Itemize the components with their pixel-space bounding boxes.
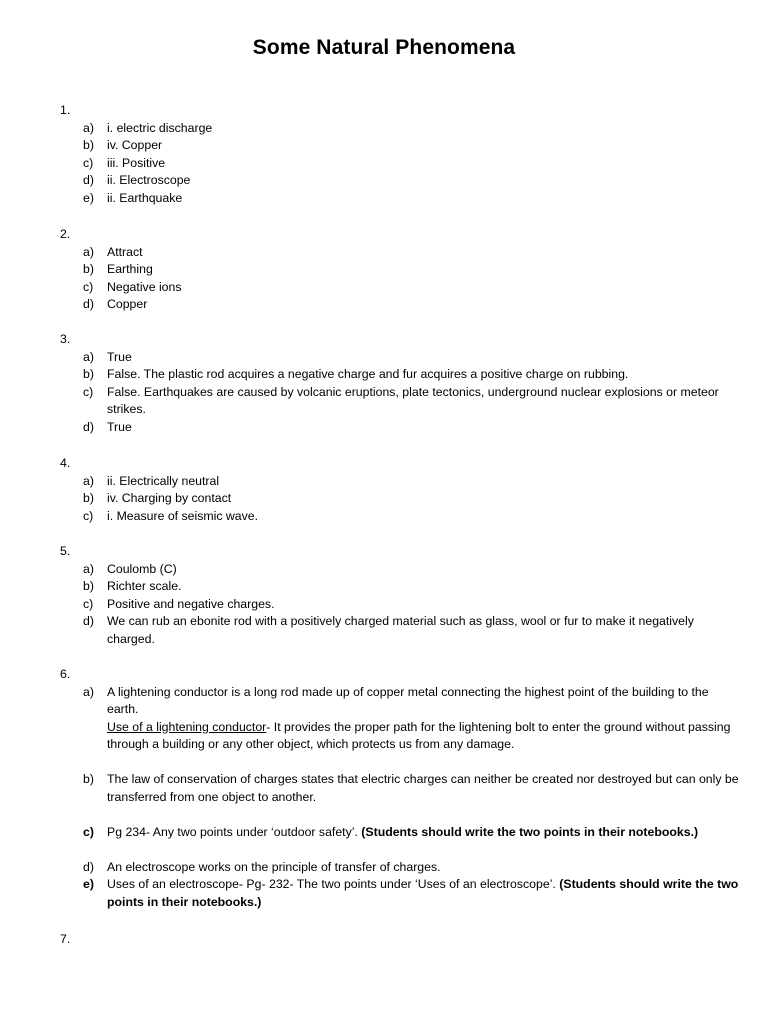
answer-text: ii. Electroscope <box>107 173 191 187</box>
answer-item <box>60 349 740 367</box>
answer-text: False. Earthquakes are caused by volcanic eruptions, plate tectonics, underground nuclear explosions or meteor strikes. <box>107 384 719 416</box>
answer-text: The law of conservation of charges states that electric charges can neither be created nor destroyed but can only be transferred from one object to another. <box>107 772 739 804</box>
answer-label: c) <box>83 596 94 611</box>
answer-label: e) <box>83 190 94 205</box>
answer-label: b) <box>83 491 94 505</box>
answer-text: iv. Charging by contact <box>107 491 232 505</box>
question-7 <box>60 931 740 949</box>
answer-label: a) <box>83 244 94 259</box>
use-text: - It provides the proper path for the lightening bolt to enter the ground without passing through a building or any other object, which protects us from any damage. <box>107 719 731 751</box>
answer-item <box>60 120 740 138</box>
bold-note: (Students should write the two points in their notebooks.) <box>107 877 739 909</box>
answer-label: d) <box>83 614 94 628</box>
answer-text: A lightening conductor is a long rod made up of copper metal connecting the highest point of the building to the earth. <box>107 684 709 716</box>
answer-use-paragraph <box>107 719 740 754</box>
answer-text: False. The plastic rod acquires a negative charge and fur acquires a positive charge on rubbing. <box>107 367 629 381</box>
spacer <box>60 754 740 772</box>
answer-label: b) <box>83 262 94 276</box>
question-4 <box>60 455 740 525</box>
answer-text: Copper <box>107 297 148 311</box>
answer-text: Negative ions <box>107 279 182 294</box>
question-number: 1. <box>60 103 71 117</box>
answer-item <box>60 824 740 842</box>
question-number: 4. <box>60 456 71 470</box>
answer-item <box>60 508 740 526</box>
answer-text: ii. Earthquake <box>107 190 183 205</box>
answer-label: c) <box>83 155 94 170</box>
answer-label: a) <box>83 349 94 364</box>
answer-label: b) <box>83 138 94 152</box>
answer-label: b) <box>83 772 94 786</box>
answer-item <box>60 876 740 911</box>
answer-text: iv. Copper <box>107 138 163 152</box>
answer-text: ii. Electrically neutral <box>107 473 220 488</box>
answer-text: True <box>107 419 132 434</box>
answer-text: i. electric discharge <box>107 120 213 135</box>
answer-text: We can rub an ebonite rod with a positively charged material such as glass, wool or fur to make it negatively charged. <box>107 614 694 646</box>
answer-label: c) <box>83 824 94 839</box>
answer-text: i. Measure of seismic wave. <box>107 508 259 523</box>
answer-text: True <box>107 349 132 364</box>
question-number: 3. <box>60 332 71 346</box>
answer-label: c) <box>83 508 94 523</box>
answer-item <box>60 684 740 754</box>
answer-item <box>60 771 740 806</box>
question-6 <box>60 666 740 911</box>
answer-item <box>60 596 740 614</box>
answer-label: e) <box>83 877 94 891</box>
answer-text: Uses of an electroscope- Pg- 232- The two points under ‘Uses of an electroscope’. <box>107 877 556 891</box>
answer-item <box>60 490 740 508</box>
answer-text-with-note <box>107 876 740 911</box>
question-2 <box>60 226 740 314</box>
answer-item <box>60 296 740 314</box>
answer-label: c) <box>83 384 94 399</box>
answer-label: b) <box>83 579 94 593</box>
answer-label: a) <box>83 561 94 576</box>
answer-item <box>60 384 740 419</box>
question-number: 5. <box>60 544 71 558</box>
question-3 <box>60 331 740 436</box>
answer-label: a) <box>83 120 94 135</box>
bold-note: (Students should write the two points in their notebooks.) <box>361 824 699 839</box>
question-number: 7. <box>60 932 71 946</box>
answer-item <box>60 561 740 579</box>
answer-item <box>60 137 740 155</box>
question-number: 6. <box>60 667 71 681</box>
answer-item <box>60 190 740 208</box>
answer-text: Attract <box>107 244 143 259</box>
answer-label: d) <box>83 297 94 311</box>
answer-item <box>60 859 740 877</box>
answer-text: Richter scale. <box>107 579 182 593</box>
answer-item <box>60 366 740 384</box>
page-title: Some Natural Phenomena <box>252 36 516 59</box>
answer-label: a) <box>83 473 94 488</box>
spacer <box>60 841 740 859</box>
answer-item <box>60 172 740 190</box>
answer-label: d) <box>83 859 94 874</box>
answer-item <box>60 261 740 279</box>
answer-item <box>60 419 740 437</box>
question-number: 2. <box>60 227 71 241</box>
answer-label: d) <box>83 173 94 187</box>
answer-text-with-note <box>107 824 740 842</box>
answer-item <box>60 578 740 596</box>
answer-text: Pg 234- Any two points under ‘outdoor safety’. <box>107 824 358 839</box>
spacer <box>60 806 740 824</box>
answer-label: d) <box>83 419 94 434</box>
answer-text: An electroscope works on the principle of transfer of charges. <box>107 859 441 874</box>
answer-label: a) <box>83 684 94 699</box>
answer-text: iii. Positive <box>107 155 166 170</box>
use-heading: Use of a lightening conductor <box>107 719 267 734</box>
answer-item <box>60 155 740 173</box>
question-1 <box>60 102 740 207</box>
answer-label: c) <box>83 279 94 294</box>
answer-text: Positive and negative charges. <box>107 596 275 611</box>
answer-text: Earthing <box>107 262 153 276</box>
question-5 <box>60 543 740 648</box>
answer-label: b) <box>83 367 94 381</box>
answer-item <box>60 473 740 491</box>
answer-text: Coulomb (C) <box>107 561 177 576</box>
answer-item <box>60 279 740 297</box>
answer-item <box>60 613 740 648</box>
answer-item <box>60 244 740 262</box>
